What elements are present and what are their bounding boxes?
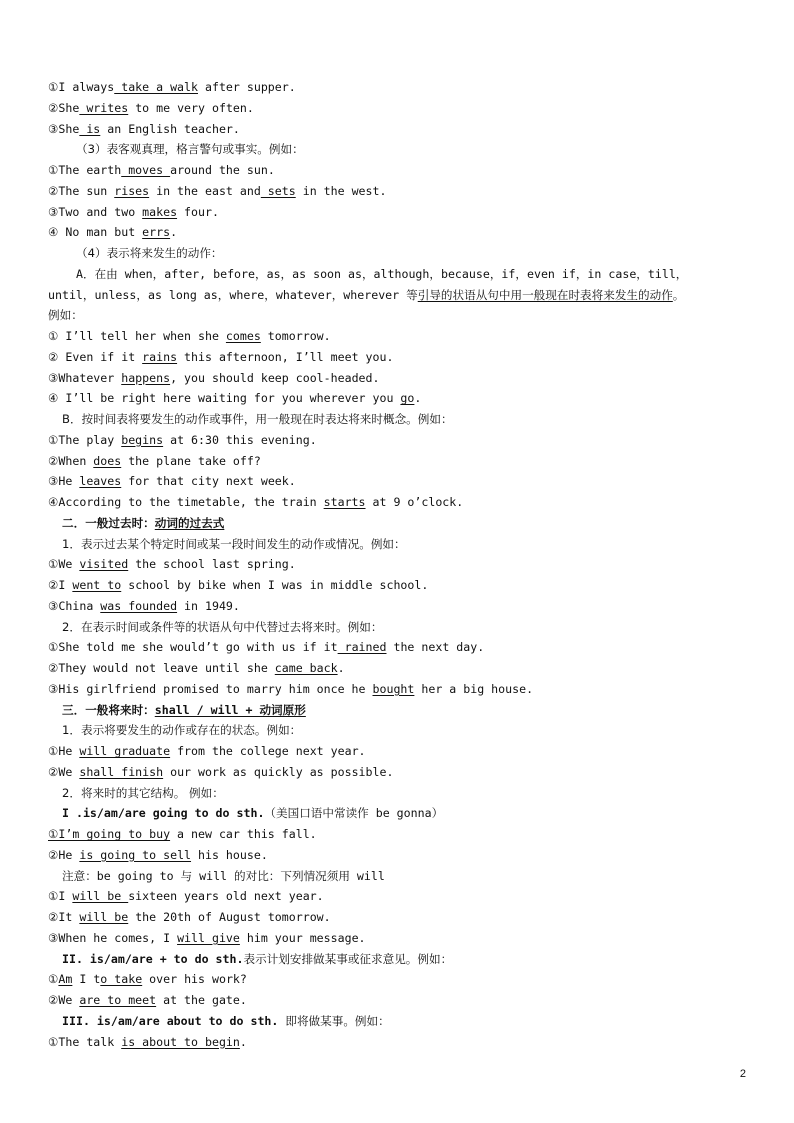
underlined-text: shall finish (79, 764, 164, 779)
underlined-text: are to meet (79, 993, 157, 1007)
underlined-text: bought (372, 681, 415, 696)
text-line (48, 202, 748, 223)
text-segment: ③Whatever (48, 370, 122, 385)
text-line (48, 720, 748, 741)
underlined-text: rises (114, 183, 150, 198)
text-line (48, 700, 748, 721)
text-segment: I t (72, 972, 101, 987)
text-segment: the next day. (386, 640, 485, 655)
underlined-text: shall / will + 动词原形 (154, 702, 306, 717)
text-segment: 注意：be going to 与 will 的对比：下列情况须用 will (62, 868, 385, 883)
text-line (48, 637, 748, 658)
text-line (48, 928, 748, 949)
text-segment: ②It (48, 910, 80, 924)
text-line (48, 1032, 748, 1053)
text-line (48, 222, 748, 243)
underlined-text: go (400, 391, 415, 406)
text-segment: ②We (48, 993, 80, 1007)
text-segment: until，unless，as long as，where，whatever，wherever 等 (48, 287, 418, 302)
text-line (48, 949, 748, 970)
text-segment: 表示计划安排做某事或征求意见。例如： (243, 951, 453, 966)
text-segment: this afternoon, I’ll meet you. (177, 349, 394, 364)
text-segment: ③China (48, 598, 101, 613)
text-segment: ③His girlfriend promised to marry him once he (48, 681, 373, 696)
text-segment: the plane take off? (121, 453, 261, 468)
text-segment: around the sun. (170, 163, 275, 177)
underlined-text: rains (142, 349, 178, 364)
text-line (48, 451, 748, 472)
underlined-text: Am (58, 972, 73, 987)
text-line (48, 430, 748, 451)
text-line (48, 139, 748, 160)
text-segment: ②I (48, 578, 73, 592)
underlined-text: 引导的状语从句中用一般现在时表将来发生的动作 (417, 287, 673, 302)
text-segment: 三．一般将来时： (62, 702, 155, 717)
underlined-text: take a walk (114, 80, 198, 94)
underlined-text: leaves (79, 474, 122, 489)
underlined-text: is about to begin (121, 1034, 240, 1049)
underlined-text: came back (274, 661, 338, 675)
text-line (48, 534, 748, 555)
text-line (48, 264, 748, 285)
underlined-text: went to (72, 578, 122, 592)
text-segment: B．按时间表将要发生的动作或事件，用一般现在时表达将来时概念。例如： (62, 412, 453, 426)
text-line (48, 886, 748, 907)
text-segment: the school last spring. (128, 557, 296, 572)
text-line (48, 990, 748, 1011)
text-segment: her a big house. (414, 681, 534, 696)
text-segment: ④ I’ll be right here waiting for you wherever you (48, 391, 401, 406)
text-segment: to me very often. (128, 100, 254, 115)
text-line (48, 98, 748, 119)
text-line (48, 388, 748, 409)
text-segment: ①He (48, 744, 80, 758)
text-line (48, 243, 748, 264)
text-segment: him your message. (239, 930, 366, 945)
text-segment: in the west. (295, 183, 387, 198)
text-line (48, 845, 748, 866)
underlined-text: o take (100, 972, 143, 987)
text-segment: III. is/am/are about to do sth. (62, 1013, 279, 1028)
underlined-text: errs (142, 225, 171, 240)
text-line (48, 409, 748, 430)
text-segment: our work as quickly as possible. (163, 764, 394, 779)
text-segment: ②She (48, 100, 80, 115)
text-segment: ③Two and two (48, 204, 143, 219)
text-segment: ①She told me she would’t go with us if it (48, 640, 338, 655)
text-segment: 2．将来时的其它结构。 例如： (62, 785, 224, 800)
underlined-text: visited (79, 557, 129, 572)
document-body (48, 77, 748, 1052)
underlined-text: 动词的过去式 (154, 515, 225, 530)
underlined-text: rained (337, 640, 387, 655)
underlined-text: comes (225, 329, 261, 343)
text-line (48, 679, 748, 700)
text-segment: ②He (48, 847, 80, 862)
text-segment: . (239, 1034, 247, 1049)
text-segment: 即将做某事。例如： (278, 1013, 390, 1028)
underlined-text: will graduate (79, 744, 171, 758)
text-segment: ②They would not leave until she (48, 661, 275, 675)
text-line (48, 347, 748, 368)
text-segment: ④According to the timetable, the train (48, 495, 324, 509)
text-segment: ③When he comes, I (48, 930, 178, 945)
text-line (48, 1011, 748, 1032)
text-segment: for that city next week. (121, 474, 296, 489)
text-segment: an English teacher. (100, 121, 240, 136)
text-segment: 二．一般过去时： (62, 515, 155, 530)
text-segment: ① (48, 972, 59, 987)
text-segment: the 20th of August tomorrow. (128, 910, 331, 924)
underlined-text: will give (177, 930, 240, 945)
text-line (48, 969, 748, 990)
text-line (48, 783, 748, 804)
text-segment: . (170, 225, 178, 240)
text-segment: in the east and (149, 183, 261, 198)
underlined-text: moves (121, 163, 171, 177)
text-segment: （3）表客观真理，格言警句或事实。例如： (76, 142, 304, 157)
text-segment: 例如： (48, 308, 83, 323)
text-segment: ①The talk (48, 1034, 122, 1049)
text-segment: at 9 o’clock. (365, 495, 464, 509)
text-segment: ①I (48, 889, 73, 904)
text-segment: his house. (191, 847, 268, 862)
text-segment: sixteen years old next year. (128, 889, 324, 904)
text-segment: tomorrow. (260, 329, 331, 343)
text-segment: ④ No man but (48, 225, 143, 240)
underlined-text: will be (72, 889, 129, 904)
text-line (48, 617, 748, 638)
underlined-text: ①I’m going to buy (48, 827, 171, 841)
text-segment: ①The play (48, 432, 122, 447)
text-line (48, 326, 748, 347)
text-segment: ②When (48, 453, 94, 468)
underlined-text: starts (323, 495, 366, 509)
text-segment: in 1949. (177, 598, 240, 613)
text-line (48, 866, 748, 887)
text-segment: ② Even if it (48, 349, 143, 364)
text-segment: at the gate. (156, 993, 247, 1007)
text-segment: four. (177, 204, 219, 219)
text-line (48, 824, 748, 845)
text-line (48, 368, 748, 389)
text-line (48, 160, 748, 181)
text-segment: over his work? (142, 972, 247, 987)
text-line (48, 741, 748, 762)
text-line (48, 492, 748, 513)
text-segment: ①We (48, 557, 80, 572)
text-line (48, 907, 748, 928)
text-segment: after supper. (198, 80, 296, 94)
text-line (48, 285, 748, 306)
text-segment: 2．在表示时间或条件等的状语从句中代替过去将来时。例如： (62, 619, 383, 634)
text-line (48, 305, 748, 326)
underlined-text: will be (79, 910, 129, 924)
underlined-text: sets (260, 183, 296, 198)
text-segment: II. is/am/are + to do sth. (62, 951, 244, 966)
text-line (48, 471, 748, 492)
underlined-text: writes (79, 100, 129, 115)
text-segment: ③She (48, 121, 80, 136)
text-segment: ①The earth (48, 163, 122, 177)
text-segment: I .is/am/are going to do sth. (62, 806, 265, 821)
text-line (48, 575, 748, 596)
underlined-text: begins (121, 432, 164, 447)
text-segment: . (337, 661, 345, 675)
underlined-text: does (93, 453, 122, 468)
text-segment: 1．表示将要发生的动作或存在的状态。例如： (62, 723, 302, 738)
text-segment: at 6:30 this evening. (163, 432, 317, 447)
text-line (48, 554, 748, 575)
underlined-text: happens (121, 370, 171, 385)
underlined-text: makes (142, 204, 178, 219)
text-segment: 。 (672, 287, 685, 302)
text-segment: （4）表示将来发生的动作： (76, 246, 223, 260)
text-line (48, 762, 748, 783)
text-line (48, 77, 748, 98)
text-line (48, 803, 748, 824)
text-segment: 1．表示过去某个特定时间或某一段时间发生的动作或情况。例如： (62, 536, 406, 551)
text-line (48, 596, 748, 617)
text-segment: ③He (48, 474, 80, 489)
text-segment: ②The sun (48, 183, 115, 198)
text-segment: from the college next year. (170, 744, 366, 758)
text-line (48, 513, 748, 534)
text-segment: ① I’ll tell her when she (48, 329, 226, 343)
text-line (48, 658, 748, 679)
text-segment: （美国口语中常读作 be gonna） (264, 806, 444, 821)
text-segment: . (414, 391, 422, 406)
text-segment: a new car this fall. (170, 827, 317, 841)
text-segment: , you should keep cool-headed. (170, 370, 380, 385)
underlined-text: is (79, 121, 101, 136)
text-segment: A．在由 when，after, before，as，as soon as，although，because，if，even if，in case，till， (76, 266, 688, 281)
underlined-text: was founded (100, 598, 178, 613)
text-segment: ①I always (48, 80, 115, 94)
text-line (48, 181, 748, 202)
text-segment: school by bike when I was in middle school. (121, 578, 429, 592)
text-segment: ②We (48, 764, 80, 779)
page-number: 2 (739, 1068, 746, 1080)
underlined-text: is going to sell (79, 847, 192, 862)
text-line (48, 119, 748, 140)
